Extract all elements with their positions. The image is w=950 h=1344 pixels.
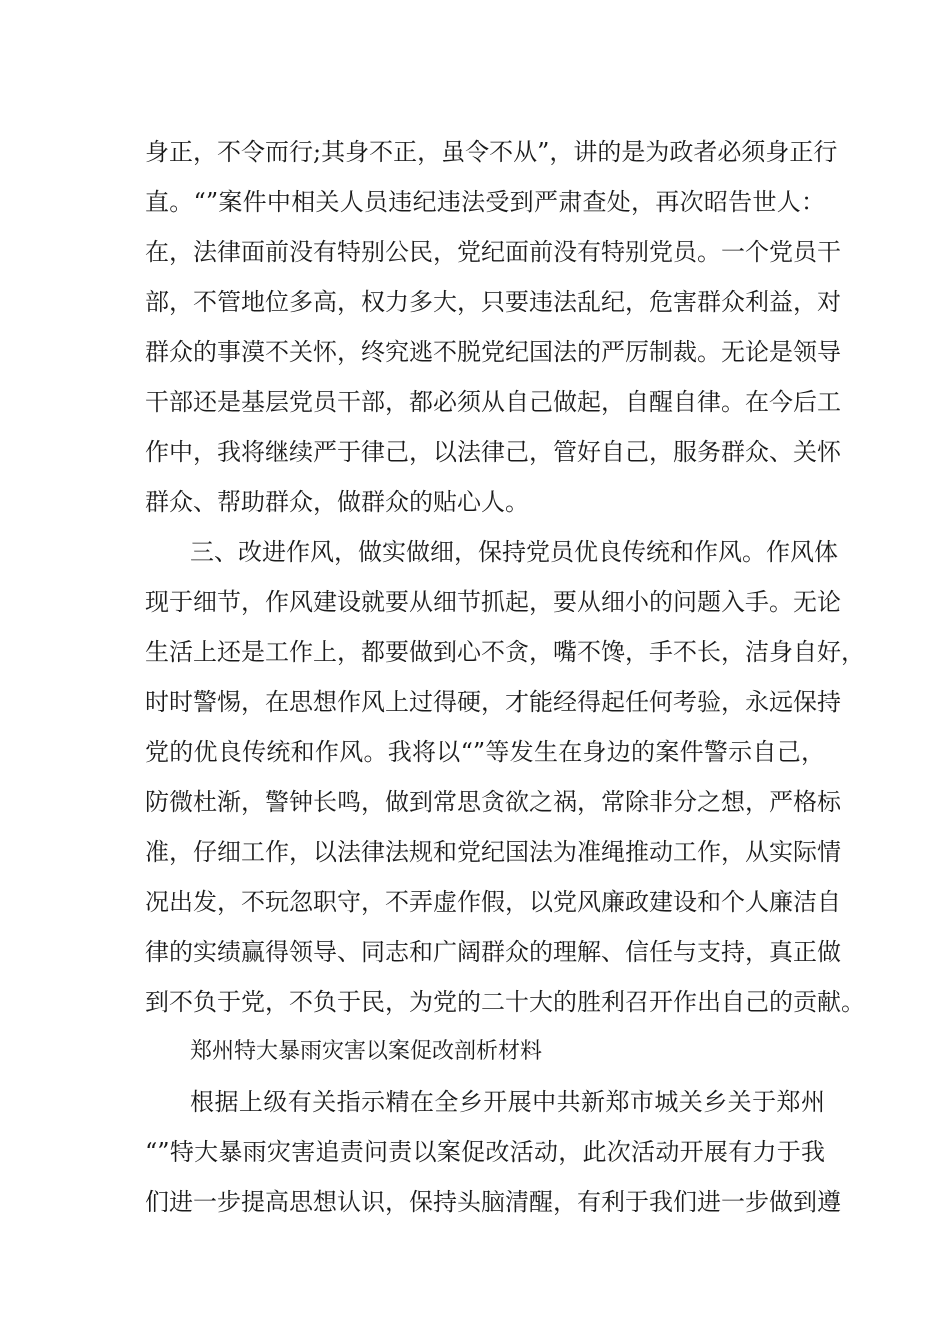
text-line: 在，法律面前没有特别公民，党纪面前没有特别党员。一个党员干 (145, 238, 841, 266)
text-line: 作中，我将继续严于律己，以法律己，管好自己，服务群众、关怀 (145, 438, 841, 466)
text-line: 现于细节，作风建设就要从细节抓起，要从细小的问题入手。无论 (145, 588, 841, 616)
text-line: 到不负于党，不负于民，为党的二十大的胜利召开作出自己的贡献。 (145, 988, 865, 1016)
text-line: 群众、帮助群众，做群众的贴心人。 (145, 488, 529, 516)
text-line: 干部还是基层党员干部，都必须从自己做起，自醒自律。在今后工 (145, 388, 841, 416)
text-line: 生活上还是工作上，都要做到心不贪，嘴不馋，手不长，洁身自好， (145, 638, 865, 666)
text-line: 律的实绩赢得领导、同志和广阔群众的理解、信任与支持，真正做 (145, 938, 841, 966)
text-line: 群众的事漠不关怀，终究逃不脱党纪国法的严厉制裁。无论是领导 (145, 338, 841, 366)
section-title: 郑州特大暴雨灾害以案促改剖析材料 (190, 1039, 543, 1064)
paragraph-start: 根据上级有关指示精在全乡开展中共新郑市城关乡关于郑州 (190, 1088, 825, 1116)
text-line: 党的优良传统和作风。我将以“”等发生在身边的案件警示自己， (145, 738, 825, 766)
text-line: 准，仔细工作，以法律法规和党纪国法为准绳推动工作，从实际情 (145, 838, 841, 866)
paragraph-start: 三、改进作风，做实做细，保持党员优良传统和作风。作风体 (190, 538, 838, 566)
text-line: “”特大暴雨灾害追责问责以案促改活动，此次活动开展有力于我 (145, 1138, 825, 1166)
text-line: 防微杜渐，警钟长鸣，做到常思贪欲之祸，常除非分之想，严格标 (145, 788, 841, 816)
text-line: 部，不管地位多高，权力多大，只要违法乱纪，危害群众利益，对 (145, 288, 841, 316)
text-line: 况出发，不玩忽职守，不弄虚作假，以党风廉政建设和个人廉洁自 (145, 888, 841, 916)
text-line: 时时警惕，在思想作风上过得硬，才能经得起任何考验，永远保持 (145, 688, 841, 716)
text-line: 直。“”案件中相关人员违纪违法受到严肃查处，再次昭告世人： (145, 188, 825, 216)
text-line: 们进一步提高思想认识，保持头脑清醒，有利于我们进一步做到遵 (145, 1188, 841, 1216)
text-line: 身正，不令而行;其身不正，虽令不从”，讲的是为政者必须身正行 (145, 138, 838, 166)
